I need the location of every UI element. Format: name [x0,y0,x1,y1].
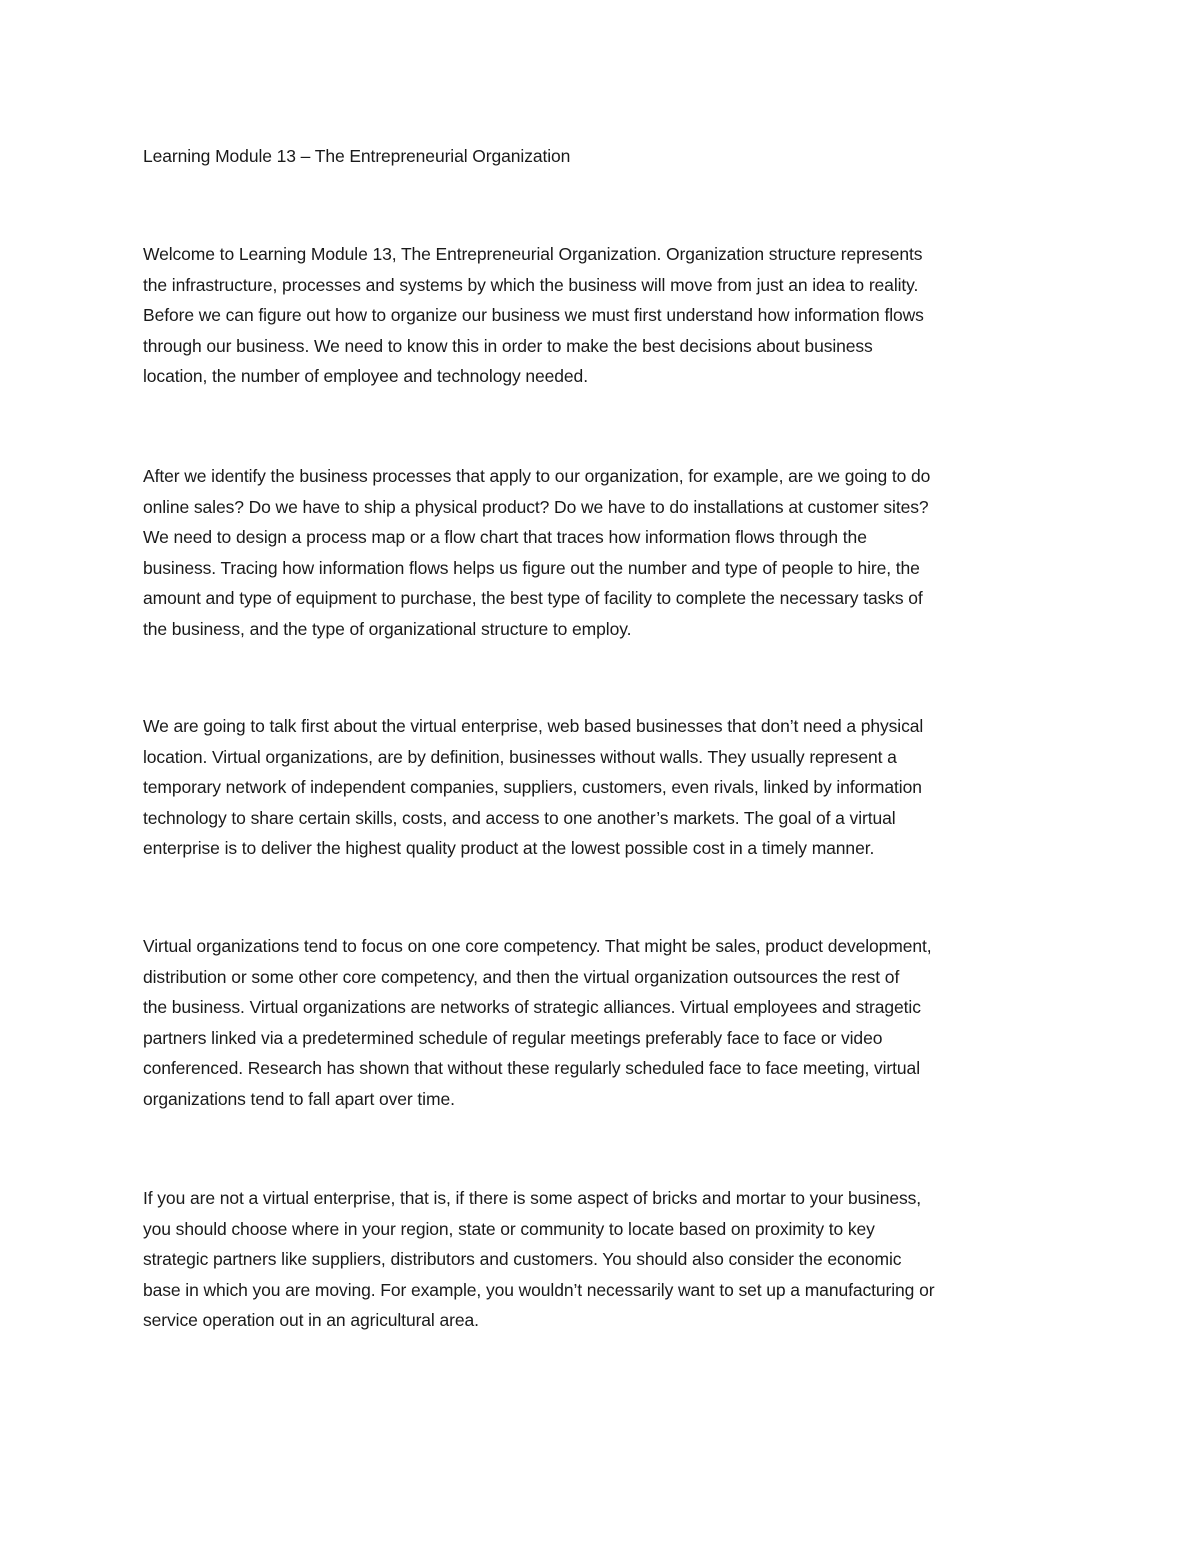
paragraph-line: technology to share certain skills, costs, and access to one another’s markets. The goal of a virtual [143,807,896,828]
paragraph-line: strategic partners like suppliers, distributors and customers. You should also consider the economic [143,1249,902,1269]
paragraph-line: enterprise is to deliver the highest quality product at the lowest possible cost in a timely manner. [143,838,875,858]
paragraph-line: online sales? Do we have to ship a physical product? Do we have to do installations at customer sites? [143,496,929,517]
paragraph-line: temporary network of independent companies, suppliers, customers, even rivals, linked by information [143,777,922,797]
paragraph-location [143,1183,1073,1336]
paragraph-welcome [143,239,1073,392]
paragraph-business-processes [143,461,1073,644]
document-title: Learning Module 13 – The Entrepreneurial Organization [143,146,571,166]
paragraph-line: location. Virtual organizations, are by definition, businesses without walls. They usually represent a [143,746,897,767]
paragraph-line: We are going to talk first about the virtual enterprise, web based businesses that don’t need a physical [143,716,924,736]
paragraph-line: service operation out in an agricultural area. [143,1310,479,1330]
paragraph-core-competency [143,931,1073,1114]
paragraph-line: you should choose where in your region, state or community to locate based on proximity to key [143,1218,875,1239]
paragraph-line: the business, and the type of organizational structure to employ. [143,618,632,639]
paragraph-line: partners linked via a predetermined schedule of regular meetings preferably face to face or video [143,1027,883,1048]
paragraph-line: location, the number of employee and technology needed. [143,366,588,386]
paragraph-line: conferenced. Research has shown that without these regularly scheduled face to face meeting, virtual [143,1058,920,1078]
paragraph-virtual-enterprise [143,711,1073,864]
paragraph-line: the business. Virtual organizations are networks of strategic alliances. Virtual employees and stragetic [143,997,921,1017]
paragraph-line: the infrastructure, processes and systems by which the business will move from just an idea to reality. [143,274,919,295]
paragraph-line: business. Tracing how information flows helps us figure out the number and type of people to hire, the [143,557,920,578]
paragraph-line: amount and type of equipment to purchase, the best type of facility to complete the necessary tasks of [143,588,923,608]
paragraph-line: If you are not a virtual enterprise, that is, if there is some aspect of bricks and mortar to your business, [143,1188,922,1208]
paragraph-line: organizations tend to fall apart over time. [143,1088,455,1109]
paragraph-line: base in which you are moving. For example, you wouldn’t necessarily want to set up a manufacturing or [143,1279,935,1300]
paragraph-line: After we identify the business processes that apply to our organization, for example, are we going to do [143,466,931,486]
paragraph-line: Welcome to Learning Module 13, The Entrepreneurial Organization. Organization structure represents [143,244,923,264]
paragraph-line: We need to design a process map or a flow chart that traces how information flows through the [143,527,867,547]
paragraph-line: through our business. We need to know this in order to make the best decisions about business [143,335,873,356]
paragraph-line: Virtual organizations tend to focus on one core competency. That might be sales, product development, [143,936,932,956]
paragraph-line: distribution or some other core competency, and then the virtual organization outsources the rest of [143,966,900,987]
paragraph-line: Before we can figure out how to organize our business we must first understand how information flows [143,305,924,325]
